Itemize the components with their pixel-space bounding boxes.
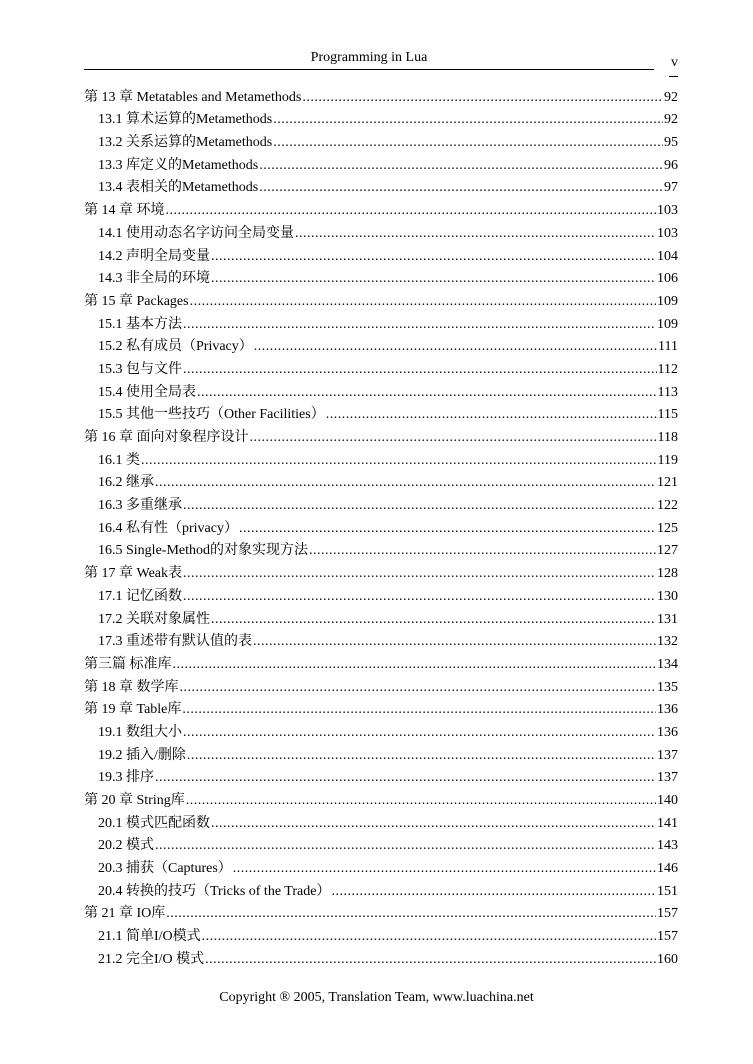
toc-dot-leader [166,202,657,220]
toc-entry-page-number: 92 [664,112,678,128]
toc-dot-leader [302,89,663,107]
toc-entry-page-number: 137 [657,747,678,763]
toc-section-entry[interactable] [84,810,678,833]
toc-section-entry[interactable] [84,538,678,561]
toc-dot-leader [331,883,656,901]
toc-dot-leader [197,384,657,402]
toc-entry-page-number: 143 [657,838,678,854]
toc-section-entry[interactable] [84,765,678,788]
toc-entry-page-number: 111 [658,339,678,355]
toc-entry-title: 第 17 章 Weak表 [84,566,183,582]
toc-chapter-entry[interactable] [84,651,678,674]
toc-dot-leader [202,928,656,946]
toc-entry-title: 17.2 关联对象属性 [98,611,210,627]
toc-dot-leader [183,724,656,742]
toc-entry-page-number: 140 [657,793,678,808]
toc-entry-page-number: 134 [657,656,678,672]
toc-dot-leader [295,225,656,243]
toc-dot-leader [259,157,663,175]
toc-entry-page-number: 96 [664,157,678,173]
toc-entry-page-number: 157 [657,906,678,922]
toc-entry-page-number: 113 [657,384,678,400]
toc-entry-title: 第 13 章 Metatables and Metamethods [84,89,302,105]
toc-section-entry[interactable] [84,356,678,379]
toc-entry-title: 15.2 私有成员（Privacy） [98,339,253,355]
toc-entry-title: 13.1 算术运算的Metamethods [98,112,273,128]
toc-entry-title: 20.2 模式 [98,838,154,854]
toc-entry-page-number: 112 [657,361,678,377]
toc-section-entry[interactable] [84,855,678,878]
toc-entry-title: 第 19 章 Table库 [84,702,182,718]
toc-section-entry[interactable] [84,629,678,652]
toc-section-entry[interactable] [84,878,678,901]
toc-chapter-entry[interactable] [84,560,678,583]
toc-dot-leader [273,111,663,129]
toc-dot-leader [211,270,656,288]
toc-entry-title: 20.1 模式匹配函数 [98,815,210,831]
toc-entry-page-number: 146 [657,861,678,877]
toc-entry-title: 16.1 类 [98,452,140,468]
toc-dot-leader [155,769,656,787]
header-rule [84,69,654,70]
toc-section-entry[interactable] [84,379,678,402]
toc-entry-title: 15.5 其他一些技巧（Other Facilities） [98,407,325,423]
toc-entry-title: 16.4 私有性（privacy） [98,520,238,536]
toc-entry-title: 19.3 排序 [98,770,154,786]
toc-entry-page-number: 136 [657,724,678,740]
copyright-footer: Copyright ® 2005, Translation Team, www.luachina.net [219,990,534,1005]
toc-entry-page-number: 119 [657,452,678,468]
toc-chapter-entry[interactable] [84,674,678,697]
toc-dot-leader [273,134,663,152]
toc-entry-title: 16.2 继承 [98,475,154,491]
toc-dot-leader [166,905,656,923]
toc-entry-page-number: 131 [657,611,678,627]
page-header [84,50,678,70]
toc-dot-leader [190,293,656,311]
toc-section-entry[interactable] [84,492,678,515]
toc-section-entry[interactable] [84,719,678,742]
toc-section-entry[interactable] [84,129,678,152]
toc-section-entry[interactable] [84,243,678,266]
toc-dot-leader [211,611,656,629]
toc-entry-page-number: 121 [657,475,678,491]
toc-entry-title: 19.1 数组大小 [98,724,182,740]
toc-section-entry[interactable] [84,175,678,198]
toc-entry-page-number: 92 [664,89,678,105]
toc-dot-leader [155,837,656,855]
page-number: v [671,55,678,70]
toc-entry-title: 第 15 章 Packages [84,293,189,309]
toc-entry-title: 21.1 简单I/O模式 [98,929,201,945]
toc-dot-leader [183,565,656,583]
toc-entry-page-number: 128 [657,566,678,582]
toc-dot-leader [155,474,656,492]
toc-entry-page-number: 130 [657,588,678,604]
toc-entry-page-number: 151 [657,883,678,899]
toc-dot-leader [182,701,656,719]
toc-entry-page-number: 137 [657,770,678,786]
toc-entry-title: 第 14 章 环境 [84,203,165,219]
toc-dot-leader [173,656,657,674]
toc-entry-page-number: 109 [657,316,678,332]
toc-dot-leader [205,951,656,969]
toc-entry-title: 17.1 记忆函数 [98,588,182,604]
toc-dot-leader [211,815,656,833]
toc-dot-leader [183,497,656,515]
toc-section-entry[interactable] [84,833,678,856]
toc-entry-title: 14.2 声明全局变量 [98,248,210,264]
toc-entry-title: 14.3 非全局的环境 [98,271,210,287]
toc-entry-page-number: 127 [657,543,678,559]
toc-entry-page-number: 136 [657,702,678,718]
toc-dot-leader [259,179,663,197]
toc-dot-leader [254,338,657,356]
toc-entry-page-number: 103 [657,225,678,241]
toc-chapter-entry[interactable] [84,901,678,924]
toc-dot-leader [183,361,657,379]
toc-dot-leader [239,520,656,538]
toc-entry-page-number: 132 [657,634,678,650]
toc-entry-page-number: 115 [657,407,678,423]
toc-section-entry[interactable] [84,583,678,606]
toc-section-entry[interactable] [84,946,678,969]
toc-section-entry[interactable] [84,923,678,946]
toc-section-entry[interactable] [84,742,678,765]
toc-dot-leader [309,542,656,560]
toc-section-entry[interactable] [84,220,678,243]
toc-entry-title: 19.2 插入/删除 [98,747,186,763]
toc-entry-title: 13.3 库定义的Metamethods [98,157,259,173]
toc-entry-title: 16.3 多重继承 [98,498,182,514]
toc-entry-title: 15.3 包与文件 [98,361,182,377]
toc-entry-page-number: 141 [657,815,678,831]
toc-entry-title: 第 18 章 数学库 [84,679,179,695]
toc-dot-leader [253,633,656,651]
toc-chapter-entry[interactable] [84,197,678,220]
toc-section-entry[interactable] [84,606,678,629]
toc-entry-page-number: 157 [657,929,678,945]
toc-entry-title: 14.1 使用动态名字访问全局变量 [98,225,294,241]
toc-entry-page-number: 135 [657,679,678,695]
toc-chapter-entry[interactable] [84,84,678,107]
toc-chapter-entry[interactable] [84,697,678,720]
toc-entry-page-number: 104 [657,248,678,264]
toc-entry-title: 15.1 基本方法 [98,316,182,332]
toc-dot-leader [180,679,657,697]
toc-dot-leader [183,588,656,606]
toc-entry-page-number: 118 [657,430,678,445]
toc-entry-title: 13.2 关系运算的Metamethods [98,135,273,151]
toc-entry-title: 16.5 Single-Method的对象实现方法 [98,543,308,559]
toc-section-entry[interactable] [84,152,678,175]
toc-dot-leader [211,248,656,266]
toc-entry-title: 第 21 章 IO库 [84,906,166,922]
toc-section-entry[interactable] [84,266,678,289]
toc-dot-leader [186,792,656,810]
toc-entry-title: 13.4 表相关的Metamethods [98,180,259,196]
toc-entry-page-number: 95 [664,135,678,151]
toc-entry-page-number: 103 [657,203,678,219]
toc-dot-leader [326,406,657,424]
toc-section-entry[interactable] [84,311,678,334]
toc-entry-page-number: 106 [657,271,678,287]
toc-entry-title: 20.4 转换的技巧（Tricks of the Trade） [98,883,331,899]
toc-dot-leader [141,452,657,470]
toc-section-entry[interactable] [84,107,678,130]
toc-dot-leader [183,316,656,334]
toc-entry-title: 第 16 章 面向对象程序设计 [84,430,249,445]
toc-entry-page-number: 160 [657,951,678,967]
toc-chapter-entry[interactable] [84,424,678,447]
toc-entry-page-number: 125 [657,520,678,536]
toc-chapter-entry[interactable] [84,787,678,810]
toc-dot-leader [250,429,657,447]
toc-entry-title: 20.3 捕获（Captures） [98,861,232,877]
toc-section-entry[interactable] [84,470,678,493]
toc-section-entry[interactable] [84,402,678,425]
toc-section-entry[interactable] [84,515,678,538]
toc-entry-page-number: 122 [657,498,678,514]
table-of-contents [84,84,678,969]
toc-section-entry[interactable] [84,334,678,357]
toc-entry-title: 21.2 完全I/O 模式 [98,951,205,967]
toc-entry-title: 第 20 章 String库 [84,793,185,808]
toc-entry-title: 第三篇 标准库 [84,656,172,672]
toc-entry-title: 17.3 重述带有默认值的表 [98,634,252,650]
toc-dot-leader [187,747,656,765]
toc-entry-title: 15.4 使用全局表 [98,384,196,400]
toc-entry-page-number: 109 [657,293,678,309]
page-number-rule [669,76,678,77]
toc-entry-page-number: 97 [664,180,678,196]
toc-chapter-entry[interactable] [84,288,678,311]
running-title: Programming in Lua [310,50,428,65]
toc-dot-leader [233,860,656,878]
toc-section-entry[interactable] [84,447,678,470]
